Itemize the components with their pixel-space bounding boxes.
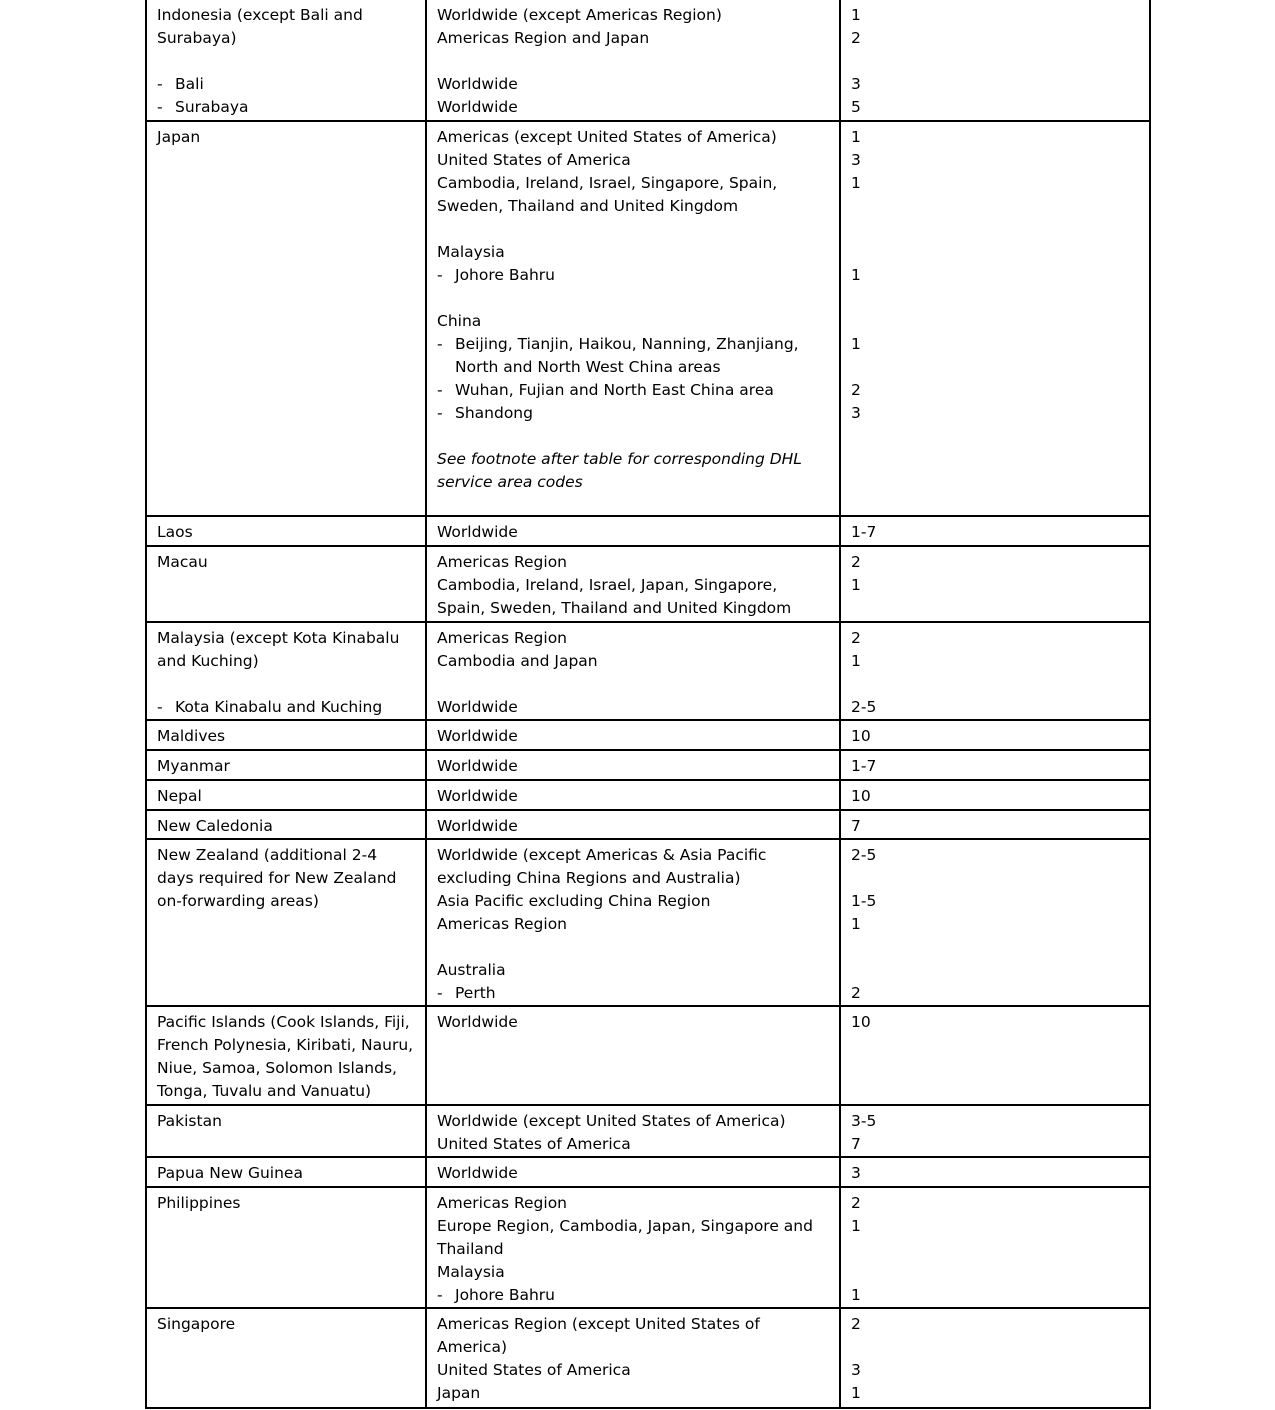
transit-days-value: 5 [851, 98, 861, 116]
table-row [146, 516, 1150, 546]
destination-line: Americas Region [437, 629, 568, 647]
destination-cell [426, 839, 840, 1006]
transit-days-value [851, 867, 1141, 890]
destination-line: Cambodia, Ireland, Israel, Singapore, Spain, [437, 174, 778, 192]
table-row [146, 1157, 1150, 1187]
destination-line [437, 673, 831, 696]
destination-cell [426, 810, 840, 839]
transit-days-value [851, 195, 1141, 218]
destination-cell [426, 1157, 840, 1187]
destination-line: Worldwide (except Americas & Asia Pacific [437, 846, 767, 864]
origin-line: Surabaya) [157, 29, 237, 47]
transit-days-value: 2 [851, 29, 861, 47]
table-body [146, 0, 1150, 1408]
destination-line: Sweden, Thailand and United Kingdom [437, 197, 739, 215]
transit-days-value: 1 [851, 1217, 861, 1235]
origin-line: Nepal [157, 787, 202, 805]
destination-line: Worldwide [437, 787, 518, 805]
origin-line: days required for New Zealand [157, 869, 397, 887]
destination-line: Worldwide [437, 757, 518, 775]
table-row [146, 622, 1150, 720]
destination-cell [426, 121, 840, 516]
destination-line: Americas Region (except United States of [437, 1315, 760, 1333]
origin-line: New Zealand (additional 2-4 [157, 846, 378, 864]
transit-days-value: 3 [851, 151, 861, 169]
transit-days-cell [840, 546, 1150, 622]
destination-line [437, 936, 831, 959]
transit-days-value: 1 [851, 652, 861, 670]
origin-line [157, 50, 417, 73]
table-row [146, 780, 1150, 810]
transit-days-value [851, 218, 1141, 241]
transit-days-value: 2 [851, 984, 861, 1002]
transit-days-value [851, 936, 1141, 959]
transit-days-value [851, 287, 1141, 310]
destination-line: - Beijing, Tianjin, Haikou, Nanning, Zhanjiang, [437, 333, 831, 356]
transit-days-value [851, 50, 1141, 73]
destination-line: Malaysia [437, 243, 505, 261]
destination-line: Japan [437, 1384, 481, 1402]
origin-line: Singapore [157, 1315, 236, 1333]
origin-cell [146, 1105, 426, 1157]
destination-line [437, 287, 831, 310]
transit-days-value [851, 673, 1141, 696]
transit-times-table [145, 0, 1151, 1409]
origin-line: - Bali [157, 73, 417, 96]
transit-days-value: 3-5 [851, 1112, 877, 1130]
destination-line: Cambodia and Japan [437, 652, 598, 670]
destination-line: - Perth [437, 982, 831, 1005]
transit-days-cell [840, 1157, 1150, 1187]
transit-days-value: 1 [851, 576, 861, 594]
destination-line: Spain, Sweden, Thailand and United Kingdom [437, 599, 792, 617]
transit-days-value: 1 [851, 915, 861, 933]
transit-days-cell [840, 0, 1150, 121]
destination-line: Asia Pacific excluding China Region [437, 892, 711, 910]
transit-days-value: 2 [851, 381, 861, 399]
origin-cell [146, 839, 426, 1006]
table-row [146, 810, 1150, 839]
transit-days-value: 1 [851, 6, 861, 24]
destination-line: Worldwide [437, 727, 518, 745]
table-row [146, 546, 1150, 622]
destination-cell [426, 1006, 840, 1105]
destination-line [437, 50, 831, 73]
destination-line: China [437, 312, 482, 330]
destination-line: Worldwide [437, 523, 518, 541]
destination-line: Worldwide [437, 698, 518, 716]
origin-cell [146, 780, 426, 810]
destination-line: service area codes [437, 473, 583, 491]
table-row [146, 720, 1150, 750]
transit-days-cell [840, 780, 1150, 810]
origin-line: Pacific Islands (Cook Islands, Fiji, [157, 1013, 410, 1031]
destination-line: Americas Region and Japan [437, 29, 650, 47]
origin-line: Japan [157, 128, 201, 146]
destination-line: Worldwide [437, 75, 518, 93]
destination-line [437, 218, 831, 241]
destination-line: Worldwide (except United States of America) [437, 1112, 786, 1130]
transit-days-value: 10 [851, 787, 871, 805]
transit-days-cell [840, 1006, 1150, 1105]
origin-cell [146, 720, 426, 750]
origin-line: New Caledonia [157, 817, 273, 835]
transit-days-value [851, 241, 1141, 264]
destination-line: - Wuhan, Fujian and North East China area [437, 379, 831, 402]
destination-cell [426, 516, 840, 546]
transit-days-value: 2-5 [851, 846, 877, 864]
transit-days-value: 1-7 [851, 523, 877, 541]
origin-line: Malaysia (except Kota Kinabalu [157, 629, 400, 647]
transit-days-value: 3 [851, 1361, 861, 1379]
origin-line: Philippines [157, 1194, 241, 1212]
destination-line: United States of America [437, 151, 631, 169]
origin-line: French Polynesia, Kiribati, Nauru, [157, 1036, 414, 1054]
origin-line: Tonga, Tuvalu and Vanuatu) [157, 1082, 372, 1100]
transit-days-value: 2 [851, 553, 861, 571]
transit-days-value: 2-5 [851, 698, 877, 716]
origin-line: Myanmar [157, 757, 230, 775]
table-row [146, 0, 1150, 121]
transit-days-value: 10 [851, 1013, 871, 1031]
destination-cell [426, 720, 840, 750]
destination-line: - Shandong [437, 402, 831, 425]
transit-days-cell [840, 750, 1150, 780]
origin-line: Maldives [157, 727, 226, 745]
transit-days-value: 1 [851, 266, 861, 284]
destination-line: Americas Region [437, 915, 568, 933]
destination-cell [426, 1187, 840, 1308]
destination-line: North and North West China areas [455, 358, 721, 376]
origin-cell [146, 1308, 426, 1408]
table-row [146, 1006, 1150, 1105]
table-row [146, 750, 1150, 780]
transit-days-value: 2 [851, 1194, 861, 1212]
transit-days-value [851, 1261, 1141, 1284]
transit-days-value: 1-7 [851, 757, 877, 775]
origin-line: Macau [157, 553, 208, 571]
table-row [146, 121, 1150, 516]
transit-days-value: 1 [851, 335, 861, 353]
origin-line: Papua New Guinea [157, 1164, 303, 1182]
destination-cell [426, 1105, 840, 1157]
origin-line: Pakistan [157, 1112, 222, 1130]
destination-line: Cambodia, Ireland, Israel, Japan, Singapore, [437, 576, 778, 594]
destination-line: Worldwide [437, 1164, 518, 1182]
transit-days-value: 3 [851, 404, 861, 422]
destination-line: - Johore Bahru [437, 264, 831, 287]
destination-line: Europe Region, Cambodia, Japan, Singapore and [437, 1217, 813, 1235]
transit-days-value: 2 [851, 629, 861, 647]
destination-line: Americas Region [437, 1194, 568, 1212]
transit-days-cell [840, 622, 1150, 720]
destination-line: excluding China Regions and Australia) [437, 869, 741, 887]
transit-days-value: 7 [851, 1135, 861, 1153]
table-row [146, 1187, 1150, 1308]
destination-line: See footnote after table for corresponding DHL [437, 450, 802, 468]
transit-days-cell [840, 1308, 1150, 1408]
destination-line [437, 425, 831, 448]
transit-days-value [851, 310, 1141, 333]
origin-line: Niue, Samoa, Solomon Islands, [157, 1059, 397, 1077]
destination-line: United States of America [437, 1361, 631, 1379]
transit-days-value: 2 [851, 1315, 861, 1333]
destination-line: Australia [437, 961, 506, 979]
destination-cell [426, 1308, 840, 1408]
origin-cell [146, 0, 426, 121]
transit-days-cell [840, 121, 1150, 516]
origin-cell [146, 1006, 426, 1105]
destination-line: Worldwide [437, 1013, 518, 1031]
destination-cell [426, 0, 840, 121]
transit-days-value: 7 [851, 817, 861, 835]
origin-cell [146, 516, 426, 546]
destination-line: Thailand [437, 1240, 504, 1258]
origin-line: and Kuching) [157, 652, 259, 670]
origin-line: on-forwarding areas) [157, 892, 319, 910]
origin-line: - Surabaya [157, 96, 417, 119]
destination-cell [426, 750, 840, 780]
destination-line: Malaysia [437, 1263, 505, 1281]
transit-days-value: 10 [851, 727, 871, 745]
transit-days-value: 1 [851, 128, 861, 146]
transit-days-value [851, 1238, 1141, 1261]
origin-line: - Kota Kinabalu and Kuching [157, 696, 417, 719]
origin-line: Laos [157, 523, 193, 541]
table-row [146, 1308, 1150, 1408]
transit-days-value [851, 959, 1141, 982]
destination-line: Americas (except United States of America) [437, 128, 777, 146]
destination-line: Worldwide [437, 817, 518, 835]
destination-cell [426, 546, 840, 622]
transit-days-value: 1 [851, 174, 861, 192]
transit-days-cell [840, 1105, 1150, 1157]
destination-line: Worldwide [437, 98, 518, 116]
table-row [146, 1105, 1150, 1157]
origin-cell [146, 1187, 426, 1308]
destination-cell [426, 780, 840, 810]
transit-days-cell [840, 516, 1150, 546]
origin-cell [146, 1157, 426, 1187]
transit-days-value: 1-5 [851, 892, 877, 910]
destination-cell [426, 622, 840, 720]
origin-cell [146, 810, 426, 839]
transit-days-value: 3 [851, 75, 861, 93]
transit-days-cell [840, 1187, 1150, 1308]
transit-days-cell [840, 720, 1150, 750]
origin-cell [146, 546, 426, 622]
origin-cell [146, 121, 426, 516]
transit-days-value [851, 1336, 1141, 1359]
origin-line [157, 673, 417, 696]
origin-cell [146, 750, 426, 780]
transit-days-value: 3 [851, 1164, 861, 1182]
destination-line: - Johore Bahru [437, 1284, 831, 1307]
origin-line: Indonesia (except Bali and [157, 6, 363, 24]
transit-days-value [851, 356, 1141, 379]
destination-line: Worldwide (except Americas Region) [437, 6, 722, 24]
transit-days-value: 1 [851, 1384, 861, 1402]
transit-days-cell [840, 839, 1150, 1006]
transit-days-cell [840, 810, 1150, 839]
origin-cell [146, 622, 426, 720]
table-row [146, 839, 1150, 1006]
destination-line: United States of America [437, 1135, 631, 1153]
destination-line: Americas Region [437, 553, 568, 571]
destination-line: America) [437, 1338, 507, 1356]
transit-days-value: 1 [851, 1286, 861, 1304]
